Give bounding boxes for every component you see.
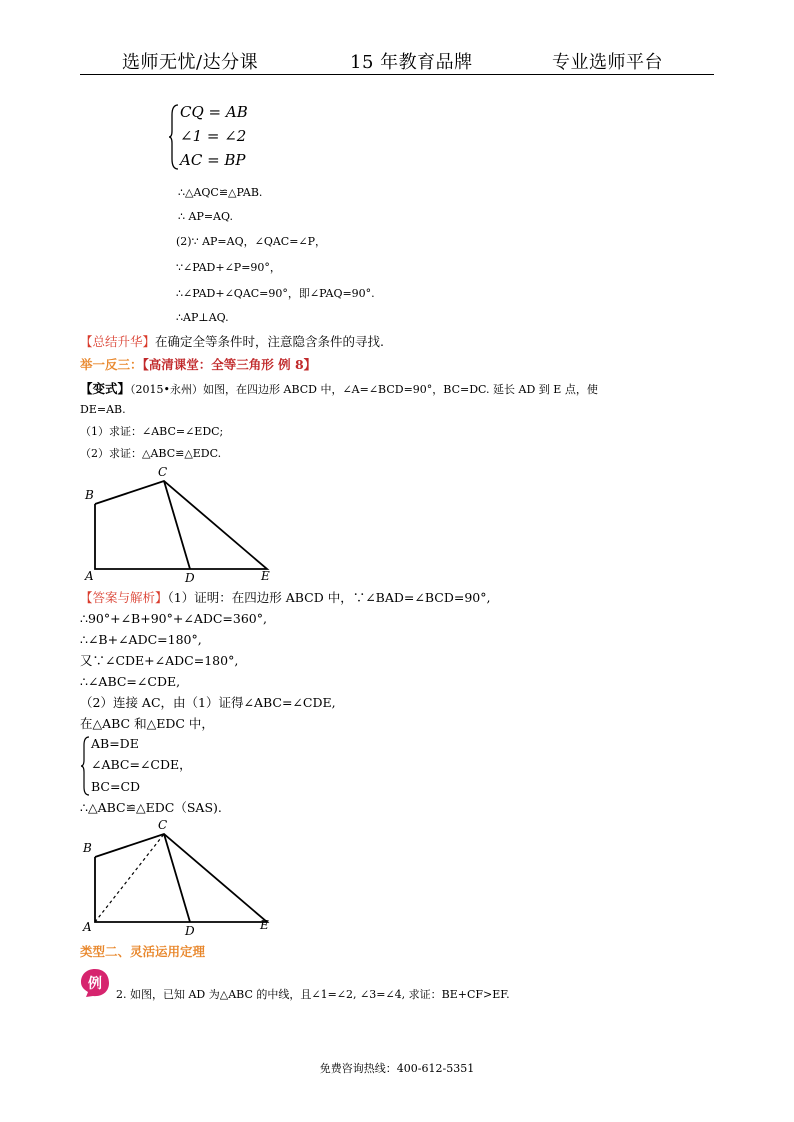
answer-conclusion: ∴△ABC≌△EDC（SAS). bbox=[80, 800, 222, 815]
proof-line: (2)∵ AP=AQ，∠QAC=∠P， bbox=[176, 235, 327, 248]
answer-line-0 bbox=[80, 590, 490, 606]
quadrilateral-figure bbox=[80, 462, 280, 584]
footer-hotline: 免费咨询热线：400-612-5351 bbox=[319, 1062, 475, 1075]
variant-line-2: DE=AB. bbox=[80, 403, 126, 416]
summary-tag: 【总结升华】 bbox=[80, 334, 156, 349]
label-a: A bbox=[85, 569, 94, 583]
label-b: B bbox=[83, 841, 92, 855]
label-d: D bbox=[185, 571, 195, 584]
badge-text: 例 bbox=[88, 976, 102, 992]
summary-text: 在确定全等条件时，注意隐含条件的寻找. bbox=[155, 334, 384, 349]
label-d: D bbox=[185, 924, 195, 937]
proof-line: ∴ AP=AQ. bbox=[178, 210, 233, 223]
example-badge-icon bbox=[80, 968, 110, 998]
summary-line bbox=[80, 334, 384, 350]
variant-tag: 【变式】 bbox=[80, 381, 131, 396]
label-b: B bbox=[85, 488, 94, 502]
answer-line: 又∵∠CDE+∠ADC=180°, bbox=[80, 653, 239, 668]
label-a: A bbox=[83, 920, 92, 934]
header-divider bbox=[80, 74, 714, 75]
quadrilateral-figure-with-diagonal bbox=[80, 815, 280, 937]
variant-line-1 bbox=[80, 381, 598, 398]
answer-system-3: BC=CD bbox=[91, 779, 141, 794]
label-e: E bbox=[260, 918, 269, 932]
header-right: 专业选师平台 bbox=[552, 52, 663, 73]
answer-line: ∴∠ABC=∠CDE, bbox=[80, 674, 181, 689]
variant-q2: （2）求证：△ABC≌△EDC. bbox=[80, 447, 222, 460]
variant-title bbox=[80, 357, 316, 373]
section-heading: 类型二、灵活运用定理 bbox=[80, 944, 206, 959]
answer-line: （2）连接 AC，由（1）证得∠ABC=∠CDE, bbox=[80, 695, 336, 710]
answer-line: ∴∠B+∠ADC=180°, bbox=[80, 632, 202, 647]
label-e: E bbox=[261, 569, 270, 583]
variant-prefix: 举一反三： bbox=[80, 357, 143, 372]
proof-line: ∴AP⊥AQ. bbox=[176, 311, 229, 324]
answer-line: 在△ABC 和△EDC 中， bbox=[80, 716, 214, 731]
proof-line: ∴∠PAD+∠QAC=90°，即∠PAQ=90°. bbox=[176, 287, 375, 300]
answer-system-1: AB=DE bbox=[91, 736, 139, 751]
proof-line: ∴△AQC≌△PAB. bbox=[178, 186, 263, 199]
answer-text-0: （1）证明：在四边形 ABCD 中，∵∠BAD=∠BCD=90°, bbox=[167, 590, 491, 605]
example-text: 2. 如图，已知 AD 为△ABC 的中线，且∠1=∠2, ∠3=∠4, 求证：BE+CF>EF. bbox=[116, 988, 510, 1001]
label-c: C bbox=[158, 465, 168, 479]
label-c: C bbox=[158, 818, 168, 832]
proof-line: ∵∠PAD+∠P=90°， bbox=[176, 261, 281, 274]
variant-q1: （1）求证：∠ABC=∠EDC; bbox=[80, 425, 224, 438]
system-line-3: AC = BP bbox=[180, 151, 246, 169]
system-line-2: ∠1 = ∠2 bbox=[180, 127, 247, 145]
header-center: 15 年教育品牌 bbox=[350, 52, 473, 73]
variant-heading: 【高清课堂：全等三角形 例 8】 bbox=[142, 357, 317, 372]
system-line-1: CQ = AB bbox=[180, 103, 248, 121]
answer-system-2: ∠ABC=∠CDE， bbox=[91, 757, 192, 772]
brace-icon bbox=[168, 103, 180, 171]
answer-line: ∴90°+∠B+90°+∠ADC=360°, bbox=[80, 611, 267, 626]
variant-text-1: （2015•永州）如图，在四边形 ABCD 中，∠A=∠BCD=90°，BC=DC. 延长 AD 到 E 点，使 bbox=[130, 383, 598, 396]
brace-icon bbox=[80, 735, 90, 797]
answer-tag: 【答案与解析】 bbox=[80, 590, 168, 605]
header-left: 选师无忧/达分课 bbox=[122, 52, 259, 73]
